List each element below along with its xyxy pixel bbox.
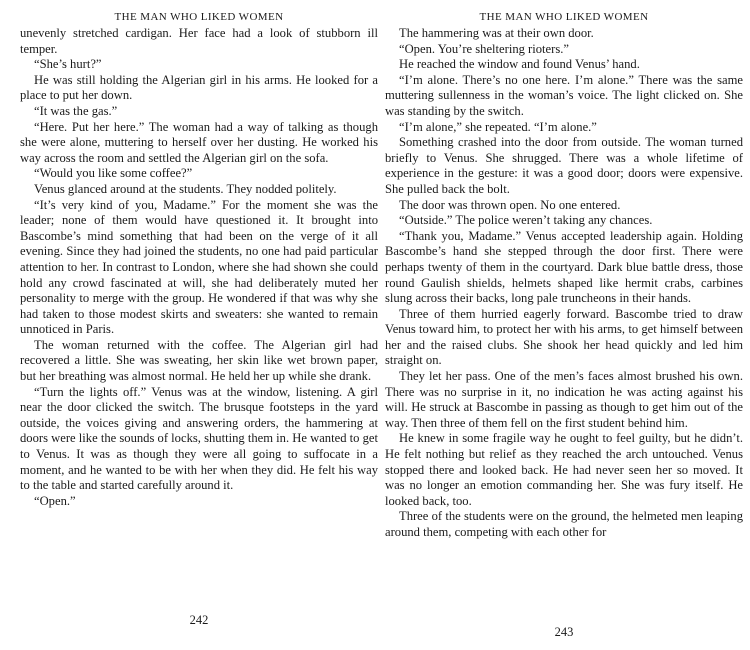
paragraph: “Outside.” The police weren’t taking any chances. (399, 213, 653, 228)
paragraph: Three of the students were on the ground, the helmeted men leaping around them, competing with each other for (385, 509, 743, 539)
paragraph: “It’s very kind of you, Madame.” For the moment she was the leader; none of them would have questioned it. It brought into Bascombe’s mind something that had been on the verge of it all evening. Since they had joined the students, no one had paid particular attention to her. In contrast to London, where she had shown she could hold any crowd fascinated at will, she had deliberately muted her personality to merge with the group. He wondered if that was why she had taken to those modest skirts and sweaters: she wanted to remain unnoticed in Paris. (20, 197, 378, 337)
paragraph: “Thank you, Madame.” Venus accepted leadership again. Holding Bascombe’s hand she stepped through the door first. There were perhaps twenty of them in the courtyard. Dark blue battle dress, those round Gaulish shields, helmets shaped like hermit crabs, carbines slung across their backs, long pale truncheons in their hands. (385, 228, 743, 306)
paragraph: “Turn the lights off.” Venus was at the window, listening. A girl near the door clicked the switch. The brusque footsteps in the yard outside, the voices giving and answering orders, the hammering at doors were like the sounds of locks, shutting them in. He wanted to get to Venus. It was as though they were all going to suffocate in a moment, and he wanted to be with her when they did. He felt his way to the table and started carefully around it. (20, 384, 378, 493)
paragraph: He was still holding the Algerian girl in his arms. He looked for a place to put her down. (20, 72, 378, 103)
paragraph: Three of them hurried eagerly forward. Bascombe tried to draw Venus toward him, to protect her with his arms, to get himself between her and the raised clubs. She shook her head quickly and led him straight on. (385, 306, 743, 368)
paragraph: They let her pass. One of the men’s faces almost brushed his own. There was no surprise in it, no indication he was acting against his will. He struck at Bascombe in passing as though to get him out of the way. Then three of them fell on the first student behind him. (385, 369, 743, 430)
paragraph: Something crashed into the door from outside. The woman turned briefly to Venus. She shrugged. There was a whole lifetime of experience in the gesture: it was a good door; doors were expensive. She pulled back the bolt. (385, 135, 743, 196)
paragraph: The hammering was at their own door. (399, 26, 594, 40)
left-page (20, 8, 378, 648)
paragraph: “She’s hurt?” (34, 57, 102, 72)
paragraph: unevenly stretched cardigan. Her face had a look of stubborn ill temper. (20, 26, 378, 56)
paragraph: “Open.” (34, 493, 76, 508)
page-number: 242 (189, 613, 209, 627)
paragraph: “Would you like some coffee?” (34, 166, 193, 181)
paragraph: He knew in some fragile way he ought to feel guilty, but he didn’t. He felt nothing but relief as they reached the arch untouched. Venus stopped there and looked back. He had never seen her so moved. It was no longer an emotion commanding her. She was fury itself. He looked back, too. (385, 431, 743, 508)
paragraph: “I’m alone,” she repeated. “I’m alone.” (399, 119, 597, 134)
paragraph: He reached the window and found Venus’ hand. (399, 57, 640, 72)
running-head: THE MAN WHO LIKED WOMEN (479, 11, 649, 23)
paragraph: “Open. You’re sheltering rioters.” (399, 41, 569, 56)
left-page-text (20, 26, 378, 509)
paragraph: “I’m alone. There’s no one here. I’m alone.” There was the same muttering sullenness in the woman’s voice. The light clicked on. She was standing by the switch. (385, 72, 743, 118)
paragraph: “It was the gas.” (34, 103, 118, 118)
page-number: 243 (554, 625, 574, 639)
paragraph: “Here. Put her here.” The woman had a way of talking as though she were alone, muttering to herself over her dusting. He worked his way across the room and settled the Algerian girl on the sofa. (20, 119, 378, 165)
paragraph: Venus glanced around at the students. They nodded politely. (34, 181, 337, 196)
paragraph: The door was thrown open. No one entered. (399, 197, 621, 212)
right-page-text (385, 26, 743, 541)
paragraph: The woman returned with the coffee. The Algerian girl had recovered a little. She was sweating, her skin like wet brown paper, but her breathing was almost normal. He held her up while she drank. (20, 337, 378, 384)
right-page (385, 8, 743, 648)
running-head: THE MAN WHO LIKED WOMEN (114, 11, 284, 23)
